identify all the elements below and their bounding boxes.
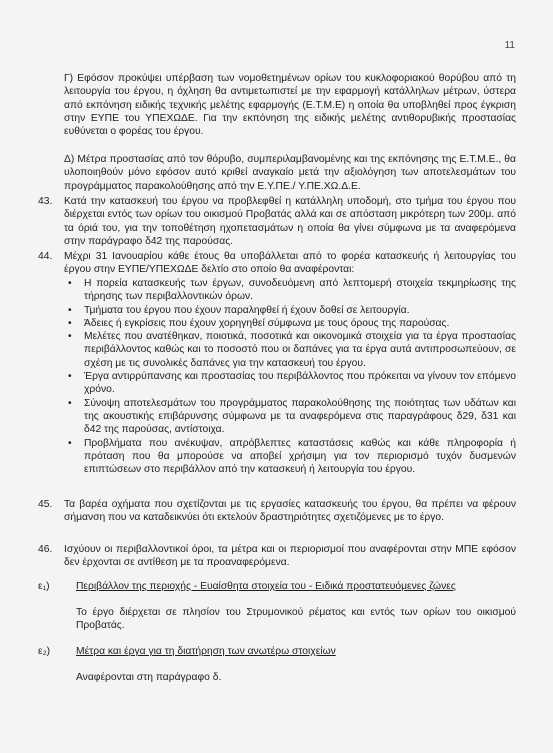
item-45-number: 45. <box>38 499 53 510</box>
section-e1-heading: Περιβάλλον της περιοχής - Ευαίσθητα στοιχεία του - Ειδικά προστατευόμενες ζώνες <box>76 581 456 592</box>
section-e1-label: ε₁) <box>38 581 50 592</box>
list-item: • Η πορεία κατασκευής των έργων, συνοδευόμενη από λεπτομερή στοιχεία τεκμηρίωσης της τήρησης των περιβαλλοντικών όρων. <box>64 277 516 304</box>
item-44-bullet-list <box>64 277 516 476</box>
item-45-text: Τα βαρέα οχήματα που σχετίζονται με τις εργασίες κατασκευής του έργου, θα πρέπει να φέρουν σήμανση που να καταδεικνύει ότι εκτελούν δραστηριότητες σχετιζόμενες με το έργο. <box>64 499 516 524</box>
section-e2-text: Αναφέρονται στη παράγραφο δ. <box>76 672 222 683</box>
list-item: • Μελέτες που ανατέθηκαν, ποιοτικά, ποσοτικά και οικονομικά στοιχεία για τα έργα προστασίας περιβάλλοντος καθώς και το ποσοστό που οι δαπάνες για τα έργα αυτά αντιπροσωπεύουν, σε σχέση με τις συνολικές δαπάνες για την κατασκευή του έργου. <box>64 330 516 370</box>
item-46-number: 46. <box>38 544 53 555</box>
list-item: • Σύνοψη αποτελεσμάτων του προγράμματος παρακολούθησης της ποιότητας των υδάτων και της ακουστικής επιβάρυνσης σύμφωνα με τα αναφερόμενα στις παραγράφους δ29, δ31 και δ42 της παρούσας, αντίστοιχα. <box>64 397 516 437</box>
section-e2-label: ε₂) <box>38 646 51 657</box>
section-e1-text: Το έργο διέρχεται σε πλησίον του Στρυμονικού ρέματος και εντός των ορίων του οικισμού Προβατάς. <box>76 607 516 632</box>
page-number: 11 <box>504 40 515 51</box>
paragraph-g: Γ) Εφόσον προκύψει υπέρβαση των νομοθετημένων ορίων του κυκλοφοριακού θορύβου από τη λειτουργία του έργου, η όχληση θα αντιμετωπιστεί με την εφαρμογή κατάλληλων μέτρων, ύστερα από εκπόνηση ειδικής τεχνικής μελέτης εφαρμογής (Ε.Τ.Μ.Ε) η οποία θα υποβληθεί προς έγκριση στην ΕΥΠΕ του ΥΠΕΧΩΔΕ. Για την εκπόνηση της ειδικής μελέτης αντιθορυβικής προστασίας ευθύνεται ο φορέας του έργου. <box>64 73 516 138</box>
list-item: • Προβλήματα που ανέκυψαν, απρόβλεπτες καταστάσεις καθώς και κάθε πληροφορία ή πρόταση που θα μπορούσε να αποβεί χρήσιμη για τον περιορισμό τυχόν δυσμενών επιπτώσεων στο περιβάλλον από την κατασκευή ή λειτουργία του έργου. <box>64 437 516 477</box>
section-e2-heading: Μέτρα και έργα για τη διατήρηση των ανωτέρω στοιχείων <box>76 646 336 657</box>
item-44-text: Μέχρι 31 Ιανουαρίου κάθε έτους θα υποβάλλεται από το φορέα κατασκευής ή λειτουργίας του έργου στην ΕΥΠΕ/ΥΠΕΧΩΔΕ δελτίο στο οποίο θα αναφέρονται: <box>64 251 516 276</box>
list-item: • Έργα αντιρρύπανσης και προστασίας του περιβάλλοντος που πρόκειται να γίνουν τον επόμενο χρόνο. <box>64 370 516 397</box>
item-44-number: 44. <box>38 251 53 262</box>
list-item: • Τμήματα του έργου που έχουν παραληφθεί ή έχουν δοθεί σε λειτουργία. <box>64 304 516 317</box>
paragraph-d: Δ) Μέτρα προστασίας από τον θόρυβο, συμπεριλαμβανομένης και της εκπόνησης της Ε.Τ.Μ.Ε., θα υλοποιηθούν μόνο εφόσον αυτό κριθεί αναγκαίο μετά την αξιολόγηση των αποτελεσμάτων του προγράμματος παρακολούθησης από την Ε.Υ.ΠΕ./ Υ.ΠΕ.ΧΩ.Δ.Ε. <box>64 154 516 192</box>
item-43-number: 43. <box>38 196 53 207</box>
list-item: • Άδειες ή εγκρίσεις που έχουν χορηγηθεί σύμφωνα με τους όρους της παρούσας. <box>64 317 516 330</box>
item-46-text: Ισχύουν οι περιβαλλοντικοί όροι, τα μέτρα και οι περιορισμοί που αναφέρονται στην ΜΠΕ εφόσον δεν έρχονται σε αντίθεση με τα προαναφερόμενα. <box>64 544 516 569</box>
item-43-text: Κατά την κατασκευή του έργου να προβλεφθεί η κατάλληλη υποδομή, στο τμήμα του έργου που διέρχεται εντός των ορίων του οικισμού Προβατάς αλλά και σε απόσταση μικρότερη των 200μ. από τα όριά του, για την τοποθέτηση ηχοπετασμάτων η οποία θα γίνει σύμφωνα με τα αναφερόμενα στην παράγραφο δ42 της παρούσας. <box>64 196 516 247</box>
